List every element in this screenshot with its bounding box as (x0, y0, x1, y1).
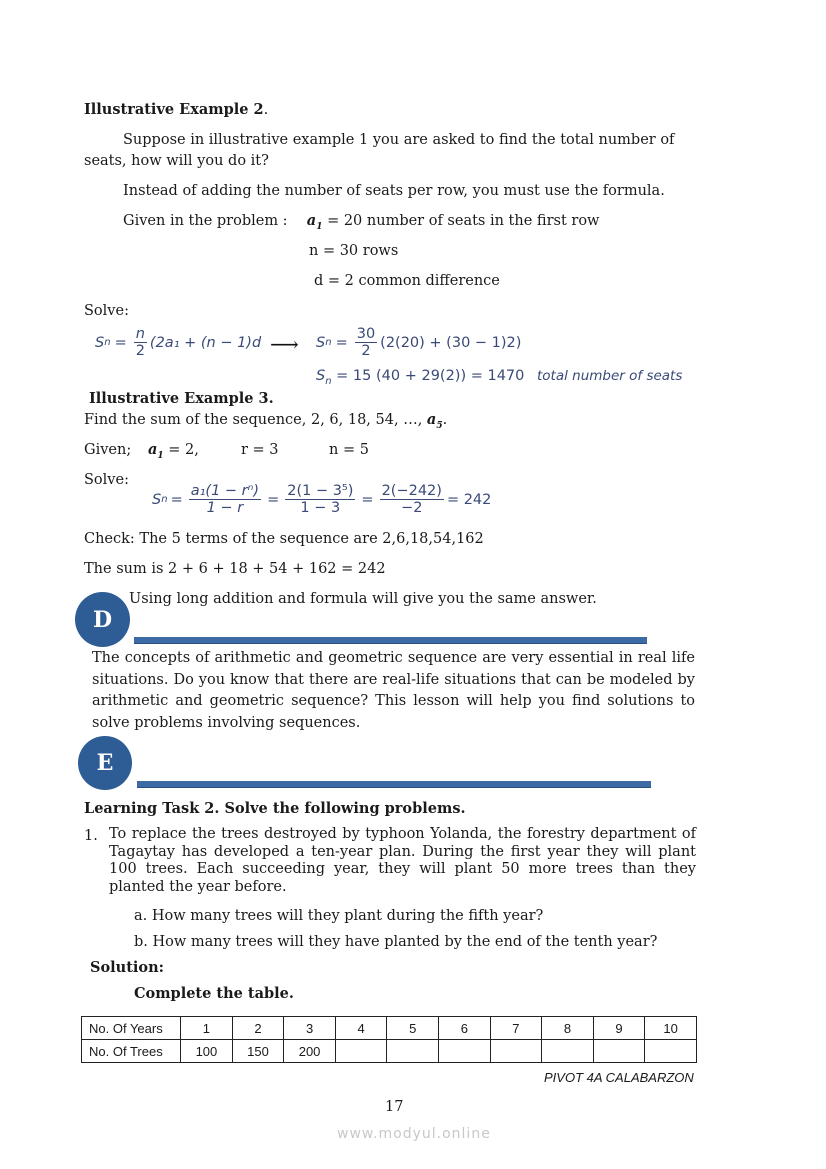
equals-sign: = (114, 334, 127, 351)
table-cell: 7 (490, 1017, 542, 1040)
example3-paragraph: Find the sum of the sequence, 2, 6, 18, 54, …, $a_5$. (84, 411, 448, 431)
table-cell: 3 (284, 1017, 336, 1040)
watermark: www.modyul.online (337, 1126, 491, 1142)
table-cell: 6 (439, 1017, 491, 1040)
a1-subscript: 1 (316, 221, 323, 232)
section-e-divider (137, 781, 651, 788)
equals-sign: = (361, 491, 374, 508)
substituted-sum-fraction (285, 483, 355, 516)
example2-given-line (123, 211, 599, 237)
a1-symbol: a (306, 212, 317, 229)
table-cell-blank[interactable] (490, 1040, 542, 1063)
a5-symbol: a (426, 411, 437, 428)
sn-subscript: n (325, 337, 332, 348)
a5-period: . (442, 412, 448, 428)
example2-paragraph-1b: seats, how will you do it? (84, 153, 269, 169)
substituted-sum-numerator: 2(1 − 3⁵) (287, 483, 354, 499)
a1-value: = 2, (168, 442, 199, 458)
example3-r-value: r = 3 (241, 442, 279, 458)
example2-general-formula (95, 326, 261, 359)
sn-symbol: S (152, 491, 162, 508)
a1-value: = 20 number of seats in the first row (327, 213, 600, 229)
question-a: a. How many trees will they plant during the fifth year? (134, 908, 544, 924)
table-cell: 1 (181, 1017, 233, 1040)
trees-table (81, 1016, 697, 1063)
thirty-numerator: 30 (356, 326, 376, 342)
solution-label: Solution: (90, 959, 164, 976)
table-row-trees (82, 1040, 697, 1063)
trees-row-label: No. Of Trees (82, 1040, 181, 1063)
table-cell: 4 (335, 1017, 387, 1040)
learning-task-heading: Learning Task 2. Solve the following problems. (84, 800, 466, 817)
example2-d-line: d = 2 common difference (314, 273, 500, 289)
sum-result: = 242 (446, 491, 492, 508)
thirty-denominator: 2 (361, 343, 371, 359)
general-sum-numerator: a₁(1 − rⁿ) (190, 483, 260, 499)
example3-heading: Illustrative Example 3. (89, 390, 274, 407)
a1-symbol: a (148, 441, 158, 458)
general-sum-denominator: 1 − r (206, 500, 244, 516)
section-d-badge (75, 592, 130, 647)
result-note: total number of seats (537, 368, 683, 384)
simplified-sum-fraction (380, 483, 444, 516)
half-fraction (134, 326, 147, 359)
table-cell-blank[interactable] (593, 1040, 645, 1063)
problem-number: 1. (84, 828, 98, 844)
table-cell: 2 (232, 1017, 284, 1040)
years-row-label: No. Of Years (82, 1017, 181, 1040)
table-row-years (82, 1017, 697, 1040)
page-number: 17 (385, 1099, 404, 1115)
substituted-rest: (2(20) + (30 − 1)2) (380, 334, 522, 351)
equals-sign: = (170, 491, 183, 508)
a1-subscript: 1 (157, 450, 164, 461)
table-cell: 150 (232, 1040, 284, 1063)
example2-heading: Illustrative Example 2. (84, 101, 269, 118)
example2-substituted-formula (316, 326, 521, 359)
table-cell: 200 (284, 1040, 336, 1063)
section-d-divider (134, 637, 647, 644)
footer-region: PIVOT 4A CALABARZON (544, 1070, 694, 1085)
sn-symbol: S (316, 334, 326, 351)
complete-table-label: Complete the table. (134, 985, 294, 1002)
heading-period: . (263, 102, 269, 118)
example2-solve-label: Solve: (84, 303, 129, 319)
example3-given-label: Given; (84, 442, 132, 458)
simplified-sum-denominator: −2 (401, 500, 423, 516)
example2-result-line (316, 368, 682, 387)
given-label: Given in the problem : (123, 213, 288, 229)
table-cell: 10 (645, 1017, 697, 1040)
substituted-sum-denominator: 1 − 3 (300, 500, 341, 516)
simplified-sum-numerator: 2(−242) (381, 483, 442, 499)
thirty-half-fraction (355, 326, 377, 359)
section-e-letter: E (96, 750, 114, 776)
half-denominator: 2 (135, 343, 145, 359)
result-expression: = 15 (40 + 29(2)) = 1470 (336, 368, 525, 384)
example2-paragraph-2: Instead of adding the number of seats per row, you must use the formula. (123, 183, 665, 199)
sn-subscript: n (104, 337, 111, 348)
table-cell-blank[interactable] (542, 1040, 594, 1063)
section-d-letter: D (92, 606, 113, 633)
general-sum-fraction (189, 483, 261, 516)
table-cell-blank[interactable] (645, 1040, 697, 1063)
section-d-paragraph: The concepts of arithmetic and geometric sequence are very essential in real life situations. Do you know that there are real-life situations that can be modeled by arithmetic and geometric sequence? This lesson will help you find solutions to solve problems involving sequences. (92, 650, 695, 731)
table-cell: 100 (181, 1040, 233, 1063)
problem-text: To replace the trees destroyed by typhoon Yolanda, the forestry department of Tagaytay has developed a ten-year plan. During the first year they will plant 100 trees. Each succeeding year, they will plant 50 more trees than they planted the year before. (109, 826, 696, 895)
example3-check: Check: The 5 terms of the sequence are 2,6,18,54,162 (84, 531, 484, 547)
general-formula-rest: (2a₁ + (n − 1)d (149, 334, 262, 351)
sn-symbol: S (95, 334, 105, 351)
sn-subscript: n (325, 375, 332, 387)
example3-conclusion: Using long addition and formula will give you the same answer. (129, 591, 597, 607)
equals-sign: = (267, 491, 280, 508)
sn-subscript: n (161, 494, 168, 505)
table-cell: 8 (542, 1017, 594, 1040)
table-cell-blank[interactable] (387, 1040, 439, 1063)
half-numerator: n (135, 326, 145, 342)
table-cell: 5 (387, 1017, 439, 1040)
sn-symbol: S (316, 368, 326, 384)
table-cell-blank[interactable] (439, 1040, 491, 1063)
example3-formula (152, 483, 491, 516)
example3-sum: The sum is 2 + 6 + 18 + 54 + 162 = 242 (84, 561, 386, 577)
example2-n-line: n = 30 rows (309, 243, 399, 259)
a5-subscript: 5 (436, 420, 443, 431)
equals-sign: = (335, 334, 348, 351)
section-e-badge (78, 736, 132, 790)
table-cell: 9 (593, 1017, 645, 1040)
example3-a1 (148, 440, 199, 466)
example3-n-value: n = 5 (329, 442, 369, 458)
arrow-icon: ⟶ (270, 332, 299, 356)
example3-solve-label: Solve: (84, 472, 129, 488)
question-b: b. How many trees will they have planted by the end of the tenth year? (134, 934, 658, 950)
table-cell-blank[interactable] (335, 1040, 387, 1063)
example2-paragraph-1: Suppose in illustrative example 1 you are asked to find the total number of (123, 132, 675, 148)
